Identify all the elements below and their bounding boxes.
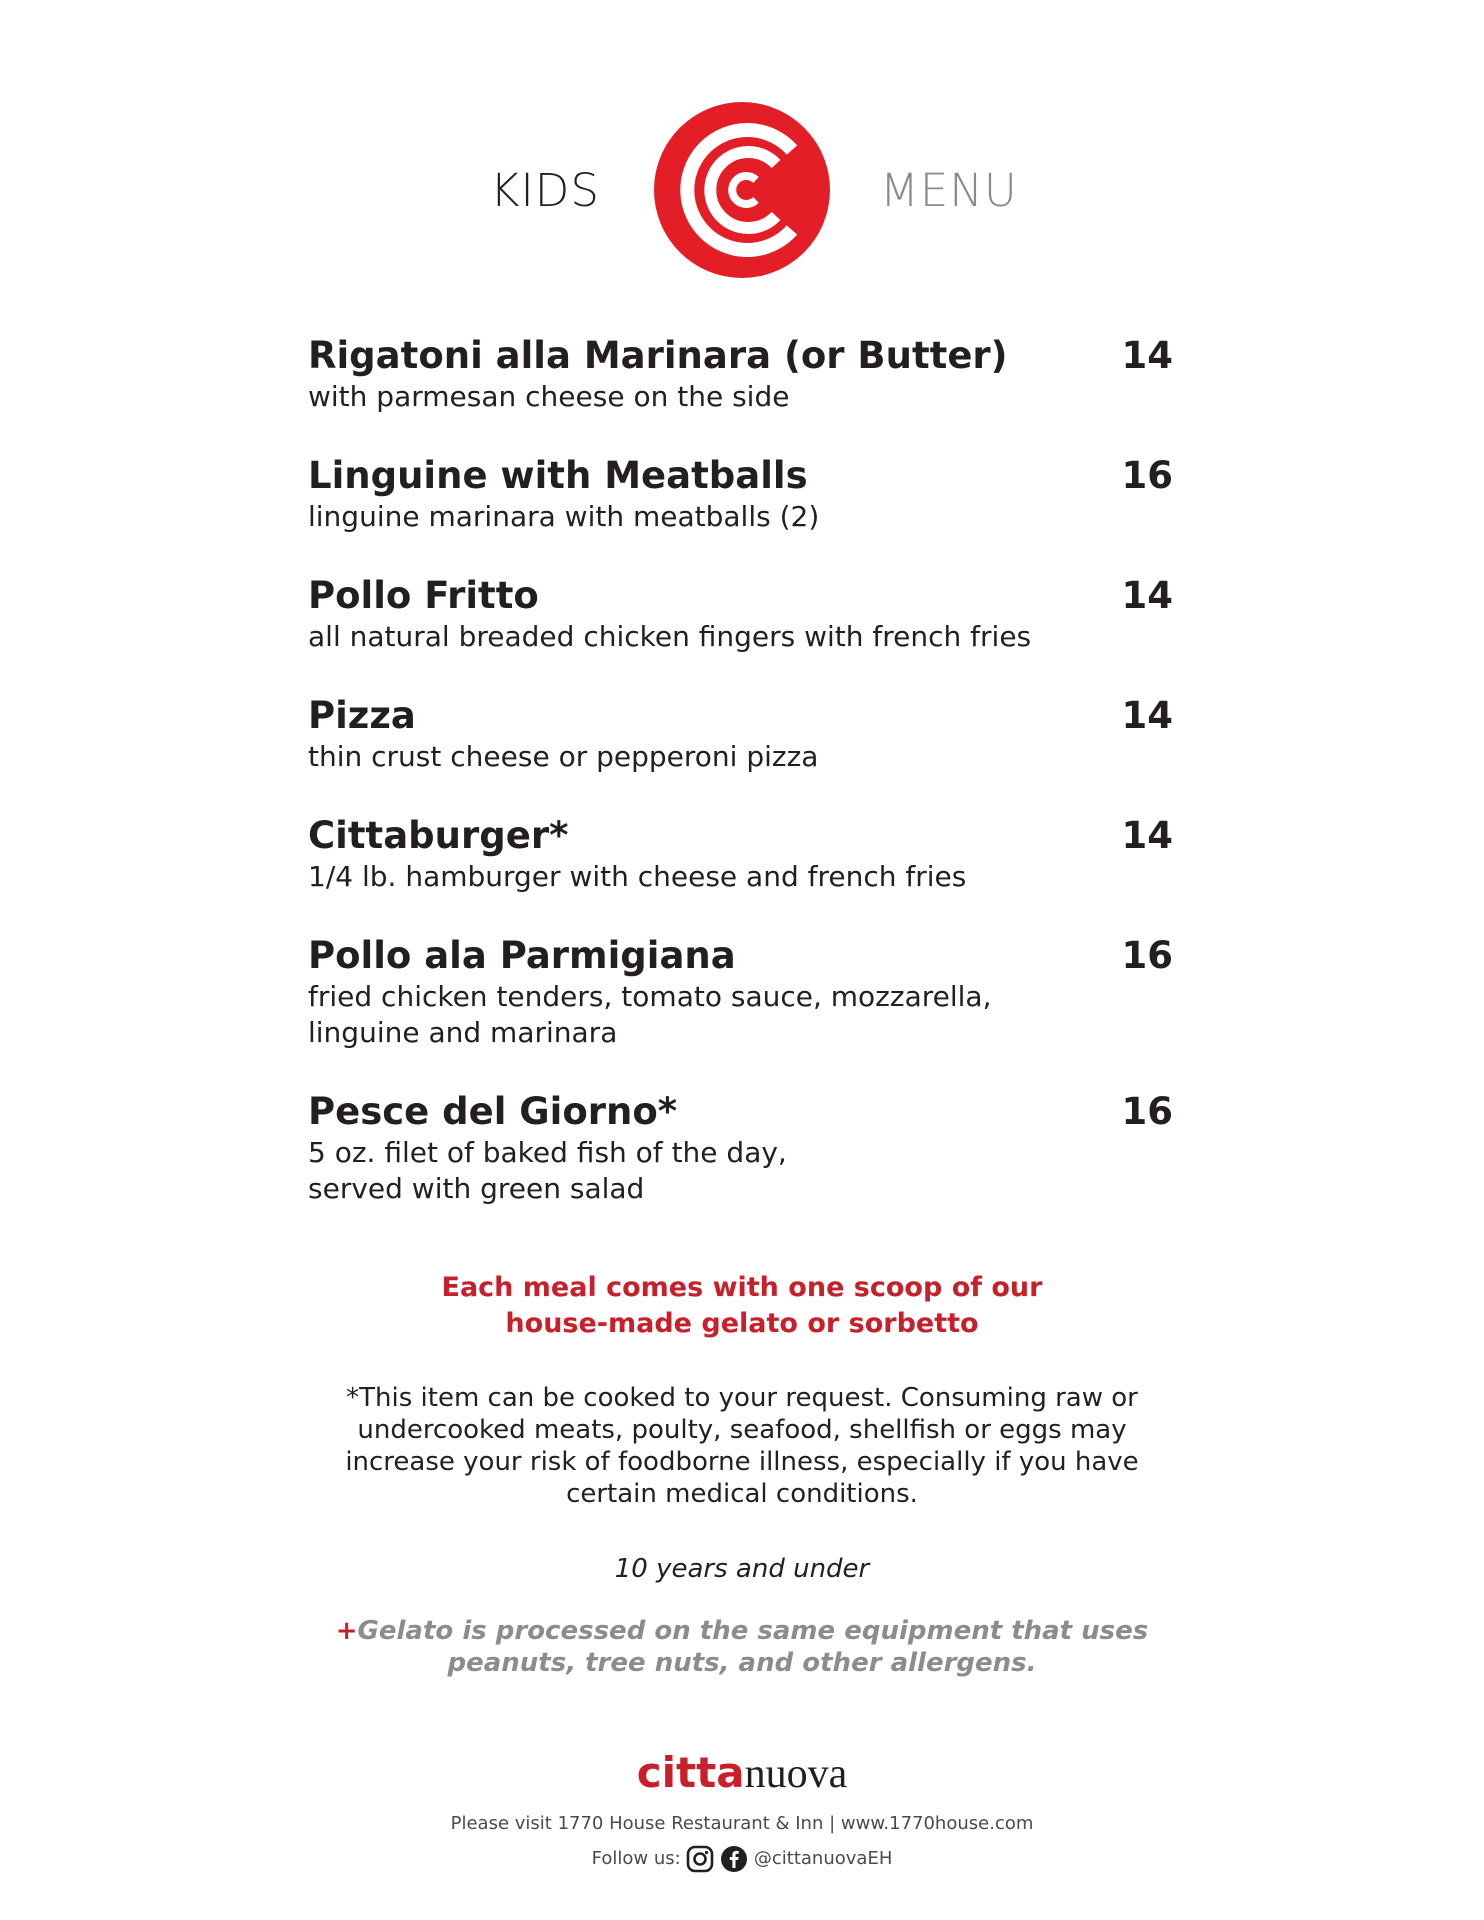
brand-nuova: nuova xyxy=(744,1751,848,1797)
menu-item xyxy=(308,573,1173,655)
item-price: 14 xyxy=(1121,574,1173,617)
follow-label: Follow us: xyxy=(591,1848,681,1869)
visit-line: Please visit 1770 House Restaurant & Inn | www.1770house.com xyxy=(450,1813,1034,1834)
item-name: Cittaburger* xyxy=(308,814,569,857)
gelato-note: Each meal comes with one scoop of our house-made gelato or sorbetto xyxy=(441,1272,1043,1339)
menu-item xyxy=(308,813,1173,895)
facebook-icon xyxy=(720,1845,748,1873)
item-name: Pollo ala Parmigiana xyxy=(308,934,736,977)
item-description: 1/4 lb. hamburger with cheese and french fries xyxy=(308,860,967,893)
item-description: all natural breaded chicken fingers with french fries xyxy=(308,620,1032,653)
item-price: 16 xyxy=(1121,1090,1173,1133)
food-safety-disclaimer: *This item can be cooked to your request. Consuming raw or undercooked meats, poulty, seafood, shellfish or eggs may increase your risk of foodborne illness, especially if you have certain medical conditions. xyxy=(345,1383,1139,1509)
item-price: 14 xyxy=(1121,814,1173,857)
item-price: 14 xyxy=(1121,334,1173,377)
brand-citta: citta xyxy=(636,1748,745,1797)
menu-item xyxy=(308,693,1173,775)
item-description: linguine marinara with meatballs (2) xyxy=(308,500,820,533)
item-description: fried chicken tenders, tomato sauce, mozzarella, linguine and marinara xyxy=(308,980,992,1049)
menu-list xyxy=(308,333,1173,1245)
item-description: 5 oz. filet of baked fish of the day, served with green salad xyxy=(308,1136,787,1205)
menu-item xyxy=(308,453,1173,535)
instagram-icon xyxy=(686,1845,714,1873)
item-description: thin crust cheese or pepperoni pizza xyxy=(308,740,819,773)
allergen-note xyxy=(0,1615,1484,1679)
item-name: Pollo Fritto xyxy=(308,574,539,617)
item-price: 14 xyxy=(1121,694,1173,737)
menu-item xyxy=(308,333,1173,415)
allergen-line-2: peanuts, tree nuts, and other allergens. xyxy=(447,1648,1037,1678)
item-description: with parmesan cheese on the side xyxy=(308,380,790,413)
citta-c-logo-icon xyxy=(652,100,832,280)
item-name: Rigatoni alla Marinara (or Butter) xyxy=(308,334,1008,377)
header-kids: KIDS xyxy=(490,164,600,217)
item-price: 16 xyxy=(1121,934,1173,977)
item-name: Pizza xyxy=(308,694,416,737)
menu-item xyxy=(308,933,1173,1051)
brand-logo xyxy=(0,1748,1484,1799)
item-name: Linguine with Meatballs xyxy=(308,454,808,497)
social-handle: @cittanuovaEH xyxy=(753,1848,893,1869)
menu-item xyxy=(308,1089,1173,1207)
allergen-line-1: Gelato is processed on the same equipment that uses xyxy=(357,1616,1149,1646)
age-note: 10 years and under xyxy=(614,1554,870,1584)
follow-line xyxy=(0,1844,1484,1874)
header-menu: MENU xyxy=(880,164,1018,217)
item-price: 16 xyxy=(1121,454,1173,497)
item-name: Pesce del Giorno* xyxy=(308,1090,678,1133)
menu-header xyxy=(0,100,1484,290)
allergen-plus: + xyxy=(335,1616,358,1646)
